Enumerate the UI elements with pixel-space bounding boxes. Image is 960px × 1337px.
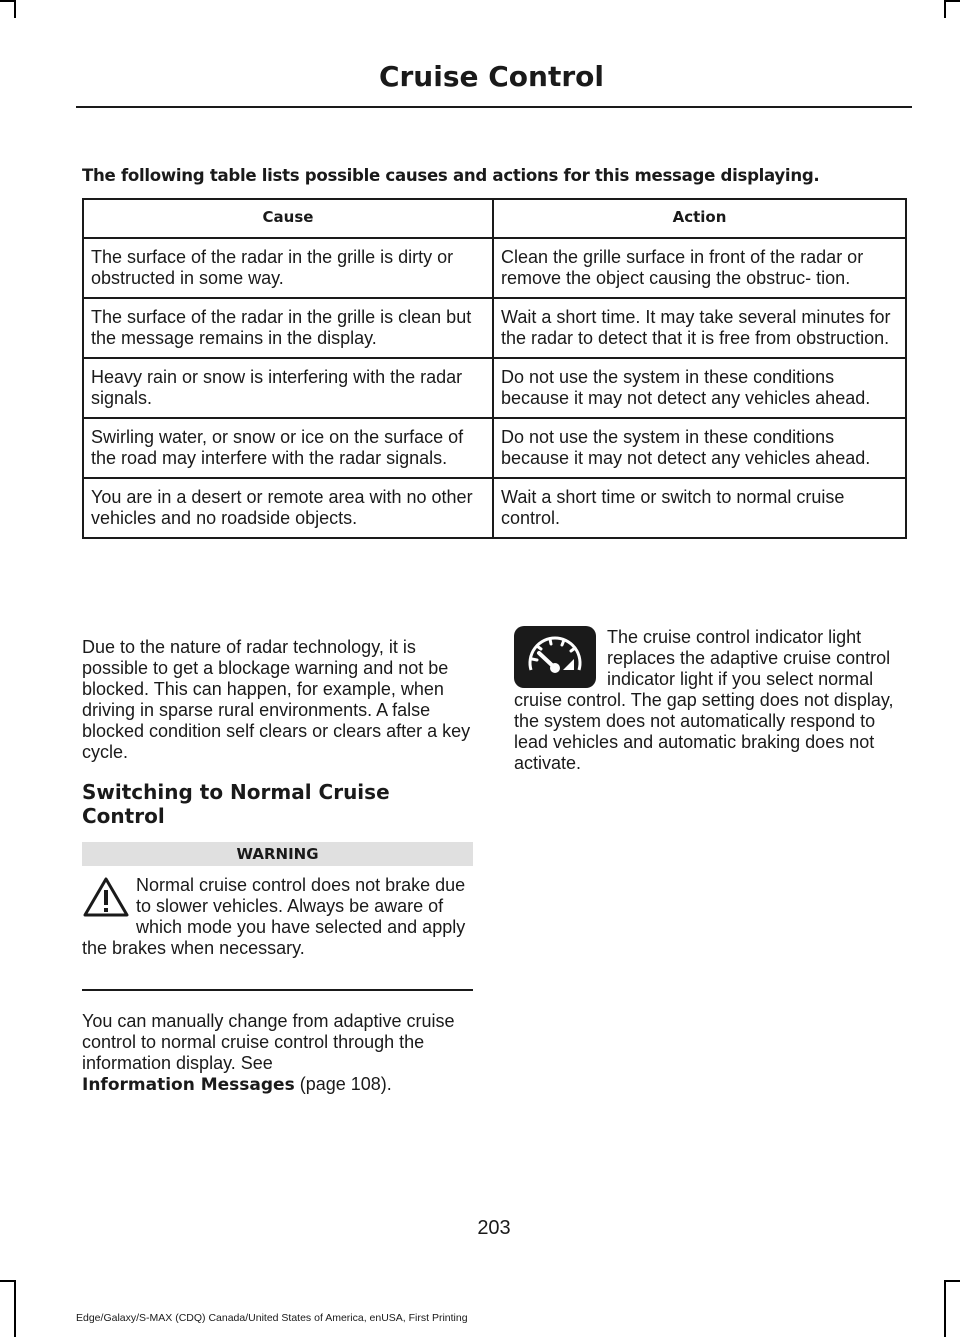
information-messages-link[interactable]: Information Messages: [82, 1075, 295, 1095]
crop-mark: [14, 1280, 16, 1337]
icon-spacer: [82, 875, 136, 938]
warning-body: Normal cruise control does not brake due to slower vehicles. Always be aware of which mode you have selected and apply the brakes when necessary.: [82, 875, 466, 958]
crop-mark: [14, 0, 16, 18]
section-heading: Switching to Normal Cruise Control: [82, 780, 390, 828]
cause-cell: The surface of the radar in the grille is clean but the message remains in the display.: [83, 298, 493, 358]
manual-change-paragraph: [82, 1011, 474, 1096]
crop-mark: [944, 1280, 960, 1282]
cause-cell: The surface of the radar in the grille is dirty or obstructed in some way.: [83, 238, 493, 298]
indicator-light-text: The cruise control indicator light replaces the adaptive cruise control indicator light if you select normal cruise control. The gap setting does not display, the system does not automatically respond to lead vehicles and automatic braking does not activate.: [514, 627, 894, 773]
crop-mark: [944, 1280, 946, 1337]
header-rule: [76, 106, 912, 108]
radar-blockage-paragraph: Due to the nature of radar technology, it is possible to get a blockage warning and not be blocked. This can happen, for example, when driving in sparse rural environments. A false blocked condition self clears or clears after a key cycle.: [82, 637, 471, 762]
manual-change-text: You can manually change from adaptive cruise control to normal cruise control through the information display. See: [82, 1011, 455, 1073]
icon-spacer: [514, 627, 607, 690]
warning-rule: [82, 989, 473, 991]
crop-mark: [0, 1280, 16, 1282]
table-intro: The following table lists possible causes and actions for this message displaying.: [82, 166, 820, 185]
table-row: [83, 418, 906, 478]
action-cell: Wait a short time or switch to normal cruise control.: [493, 478, 906, 538]
warning-label: WARNING: [82, 842, 473, 866]
crop-mark: [944, 0, 960, 2]
page-reference: (page 108).: [294, 1074, 392, 1094]
table-row: [83, 298, 906, 358]
cause-cell: Heavy rain or snow is interfering with the radar signals.: [83, 358, 493, 418]
action-cell: Wait a short time. It may take several minutes for the radar to detect that it is free from obstruction.: [493, 298, 906, 358]
column-header-cause: Cause: [83, 199, 493, 238]
table-header-row: [83, 199, 906, 238]
causes-actions-table: [82, 198, 907, 539]
cause-cell: You are in a desert or remote area with no other vehicles and no roadside objects.: [83, 478, 493, 538]
warning-text: [82, 875, 474, 959]
page-number: 203: [477, 1217, 511, 1239]
footer-edition: Edge/Galaxy/S-MAX (CDQ) Canada/United States of America, enUSA, First Printing: [76, 1312, 468, 1324]
action-cell: Clean the grille surface in front of the radar or remove the object causing the obstruc- tion.: [493, 238, 906, 298]
column-header-action: Action: [493, 199, 906, 238]
cause-cell: Swirling water, or snow or ice on the surface of the road may interfere with the radar signals.: [83, 418, 493, 478]
page-title: Cruise Control: [378, 60, 604, 93]
table-row: [83, 358, 906, 418]
action-cell: Do not use the system in these conditions because it may not detect any vehicles ahead.: [493, 418, 906, 478]
table-row: [83, 478, 906, 538]
crop-mark: [944, 0, 946, 18]
table-row: [83, 238, 906, 298]
action-cell: Do not use the system in these conditions because it may not detect any vehicles ahead.: [493, 358, 906, 418]
indicator-light-paragraph: [514, 627, 908, 774]
